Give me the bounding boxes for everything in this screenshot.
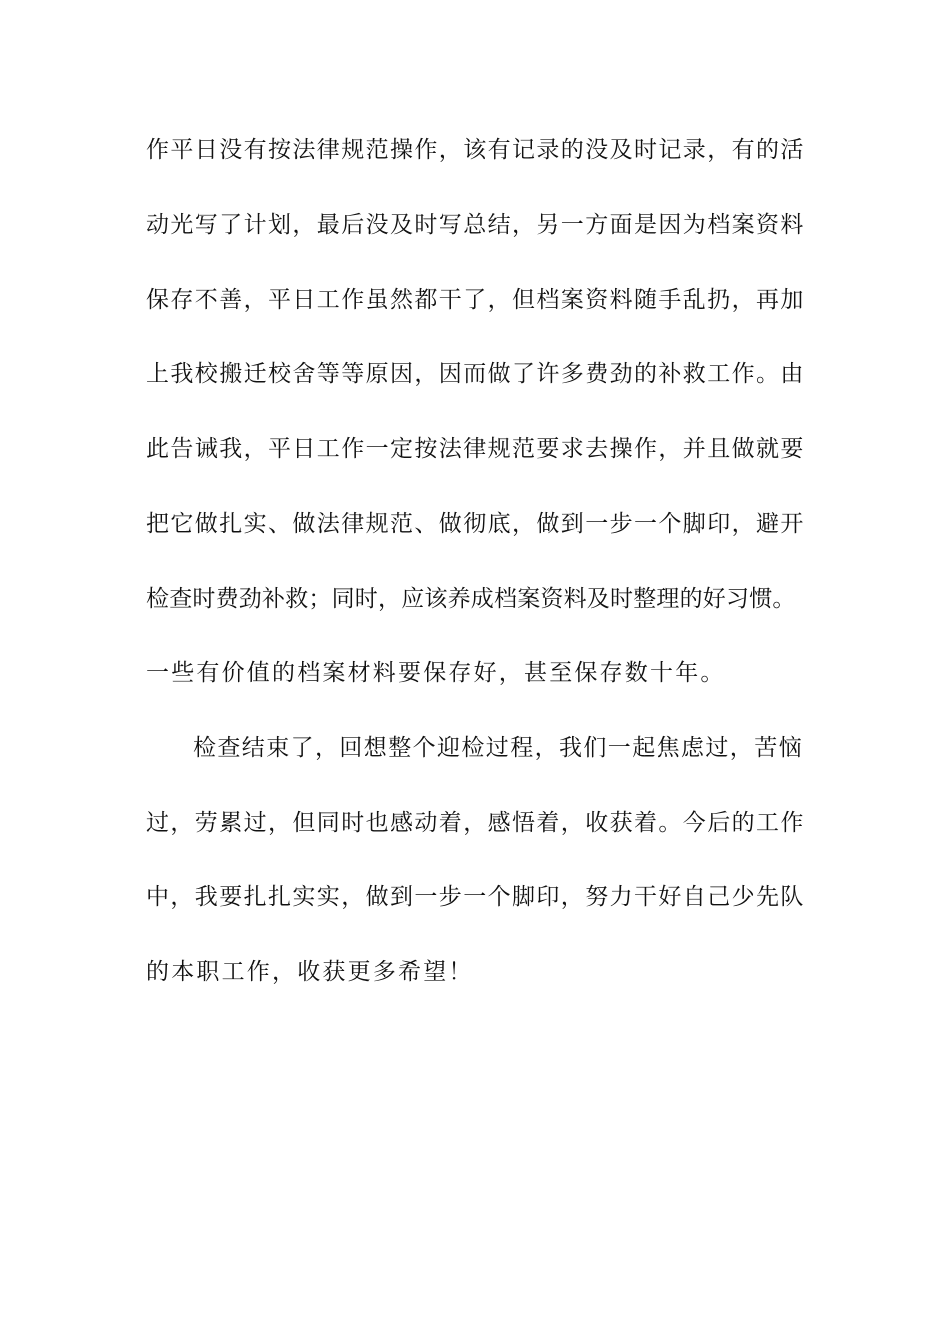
- text-line: 动光写了计划，最后没及时写总结，另一方面是因为档案资料: [146, 212, 805, 238]
- text-line: 过，劳累过，但同时也感动着，感悟着，收获着。今后的工作: [146, 810, 805, 836]
- text-line: 作平日没有按法律规范操作，该有记录的没及时记录，有的活: [146, 137, 805, 163]
- text-line: 此告诫我，平日工作一定按法律规范要求去操作，并且做就要: [146, 436, 805, 462]
- text-line: 的本职工作，收获更多希望！: [146, 959, 474, 985]
- text-line: 检查时费劲补救；同时，应该养成档案资料及时整理的好习惯。: [146, 586, 796, 612]
- text-line: 保存不善，平日工作虽然都干了，但档案资料随手乱扔，再加: [146, 287, 805, 313]
- text-line: 中，我要扎扎实实，做到一步一个脚印，努力干好自己少先队: [146, 884, 805, 910]
- text-line: 上我校搬迁校舍等等原因，因而做了许多费劲的补救工作。由: [146, 361, 805, 387]
- text-line: 一些有价值的档案材料要保存好，甚至保存数十年。: [146, 660, 726, 686]
- text-line: 检查结束了，回想整个迎检过程，我们一起焦虑过，苦恼: [193, 735, 803, 761]
- text-line: 把它做扎实、做法律规范、做彻底，做到一步一个脚印，避开: [146, 511, 805, 537]
